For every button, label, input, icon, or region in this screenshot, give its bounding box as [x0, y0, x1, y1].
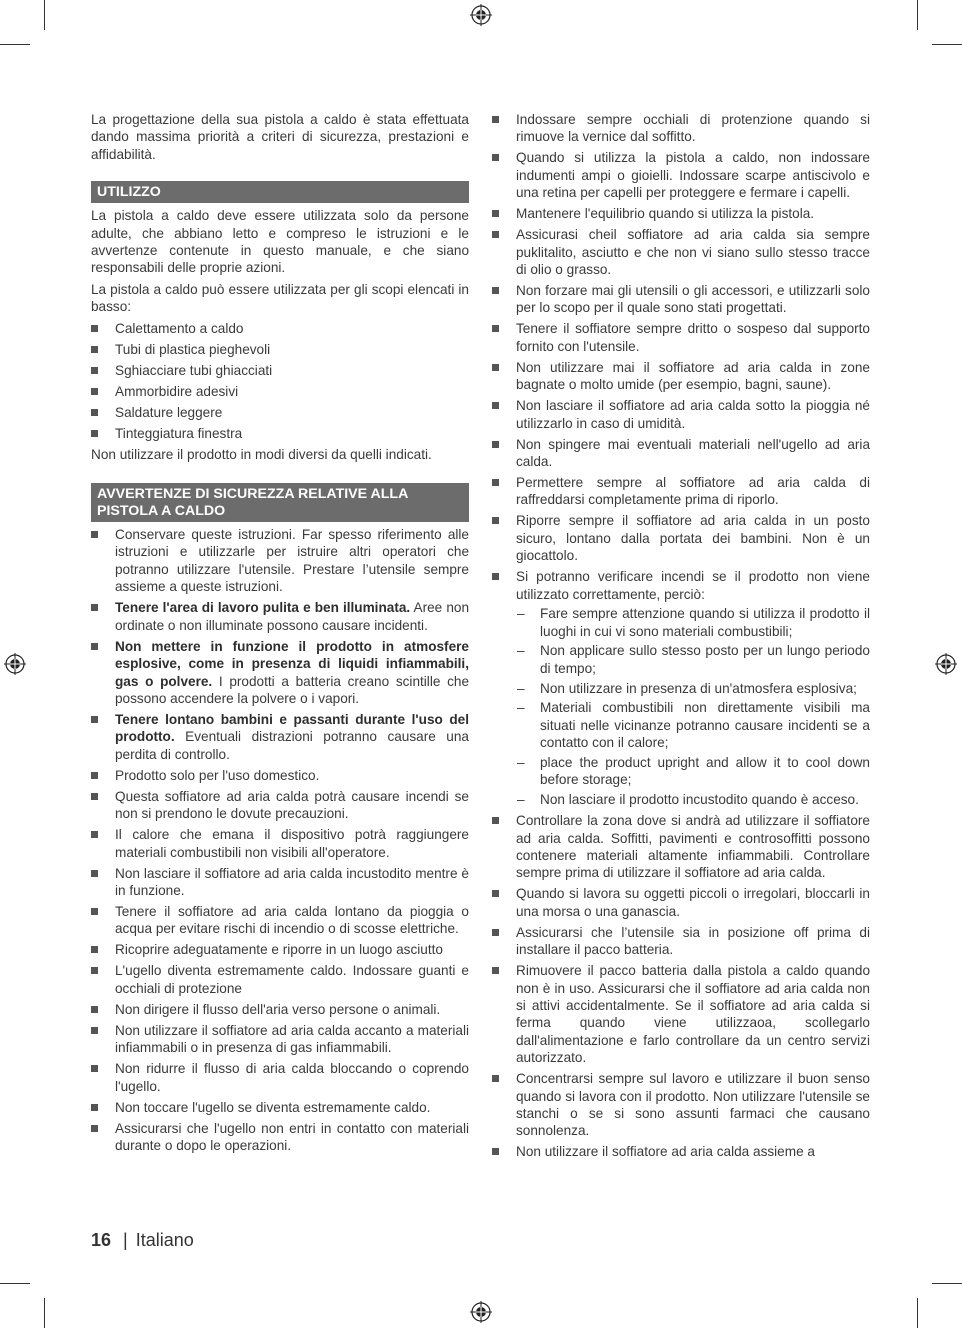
list-item: Il calore che emana il dispositivo potrà raggiungere materiali combustibili non visibili all'operatore. [91, 826, 469, 861]
page-number: 16 [91, 1230, 112, 1250]
crop-mark [44, 0, 45, 30]
bullet-square-icon [492, 517, 499, 524]
registration-mark-icon [4, 653, 26, 675]
sublist-item: – Materiali combustibili non direttamente visibili ma situati nelle vicinanze potranno causare incidenti se a contatto con il calore; [517, 700, 870, 751]
list-item: Non utilizzare mai il soffiatore ad aria calda in zone bagnate o molto umide (per esempio, bagni, saune). [492, 359, 870, 394]
bullet-square-icon [91, 967, 98, 974]
list-item: Concentrarsi sempre sul lavoro e utilizzare il buon senso quando si lavora con il prodotto. Non utilizzare l'utensile se stanchi o se si sono assunti farmaci che causano sonnolenza. [492, 1070, 870, 1140]
bullet-square-icon [91, 388, 98, 395]
sublist-item: – place the product upright and allow it to cool down before storage; [517, 754, 870, 788]
bullet-square-icon [492, 1148, 499, 1155]
list-item: Assicurasi cheil soffiatore ad aria calda sia sempre puklitalito, asciutto e che non vi siano sullo stesso tracce di olio o grasso. [492, 226, 870, 278]
bullet-square-icon [91, 643, 98, 650]
bullet-square-icon [91, 870, 98, 877]
bullet-square-icon [492, 364, 499, 371]
list-item: Assicurarsi che l’utensile sia in posizione off prima di installare il pacco batteria. [492, 924, 870, 959]
list-item: Indossare sempre occhiali di protenzione quando si rimuove la vernice dal soffitto. [492, 111, 870, 146]
bullet-square-icon [492, 890, 499, 897]
crop-mark [0, 1283, 30, 1284]
list-item: Non toccare l'ugello se diventa estremamente caldo. [91, 1099, 469, 1116]
bullet-square-icon [91, 531, 98, 538]
list-item: Permettere sempre al soffiatore ad aria calda di raffreddarsi completamente prima di riporlo. [492, 474, 870, 509]
list-item: Conservare queste istruzioni. Far spesso riferimento alle istruzioni e utilizzarle per istruire altri operatori che potranno utilizzare l'utensile. Prestare l’utensile sempre assieme a queste istruzioni. [91, 526, 469, 596]
list-item: Ricoprire adeguatamente e riporre in un luogo asciutto [91, 941, 469, 958]
bullet-square-icon [91, 1065, 98, 1072]
dash-icon: – [517, 700, 525, 716]
bullet-square-icon [91, 325, 98, 332]
left-column [91, 111, 469, 1158]
crop-mark [917, 0, 918, 30]
bullet-square-icon [91, 430, 98, 437]
list-item: Non spingere mai eventuali materiali nell'ugello ad aria calda. [492, 436, 870, 471]
list-item: Controllare la zona dove si andrà ad utilizzare il soffiatore ad aria calda. Soffitti, pavimenti e controsoffitti possono contenere materiali altamente infiammabili. Controllare sempre prima di utilizzare il soffiatore ad aria calda. [492, 812, 870, 882]
dash-icon: – [517, 643, 525, 659]
bullet-square-icon [91, 793, 98, 800]
bullet-square-icon [91, 1027, 98, 1034]
bullet-square-icon [91, 1006, 98, 1013]
fire-sublist [516, 605, 870, 808]
section-heading-safety: AVVERTENZE DI SICUREZZA RELATIVE ALLA PISTOLA A CALDO [91, 483, 469, 522]
list-item: Sghiacciare tubi ghiacciati [91, 362, 469, 379]
bullet-square-icon [492, 116, 499, 123]
list-item: Quando si lavora su oggetti piccoli o irregolari, bloccarli in una morsa o una ganascia. [492, 885, 870, 920]
list-item: Questa soffiatore ad aria calda potrà causare incendi se non si prendono le dovute precauzioni. [91, 788, 469, 823]
crop-mark [917, 1298, 918, 1328]
list-item: Non mettere in funzione il prodotto in atmosfere esplosive, come in presenza di liquidi infiammabili, gas o polvere. I prodotti a batteria creano scintille che possono accendere la polvere o i vapori. [91, 638, 469, 708]
bullet-square-icon [91, 604, 98, 611]
bullet-square-icon [91, 772, 98, 779]
list-item: Tinteggiatura finestra [91, 425, 469, 442]
bullet-square-icon [91, 367, 98, 374]
bullet-square-icon [492, 573, 499, 580]
crop-mark [0, 44, 30, 45]
bullet-square-icon [91, 1104, 98, 1111]
list-item: Tenere l'area di lavoro pulita e ben illuminata. Aree non ordinate o non illuminate possono causare incidenti. [91, 599, 469, 634]
section-heading-utilizzo: UTILIZZO [91, 181, 469, 203]
bullet-square-icon [91, 946, 98, 953]
sublist-item: – Non lasciare il prodotto incustodito quando è acceso. [517, 792, 859, 808]
sublist-item: – Non applicare sullo stesso posto per un lungo periodo di tempo; [517, 643, 870, 676]
list-item: Non ridurre il flusso di aria calda bloccando o coprendo l'ugello. [91, 1060, 469, 1095]
bullet-square-icon [492, 154, 499, 161]
safety-list-right [492, 111, 870, 1161]
bullet-square-icon [91, 409, 98, 416]
list-item: Tenere lontano bambini e passanti durante l'uso del prodotto. Eventuali distrazioni potranno causare una perdita di controllo. [91, 711, 469, 763]
list-item: Tubi di plastica pieghevoli [91, 341, 469, 358]
list-item: Non forzare mai gli utensili o gli accessori, e utilizzarli solo per lo scopo per il quale sono stati progettati. [492, 282, 870, 317]
uses-list [91, 320, 469, 442]
bullet-square-icon [492, 231, 499, 238]
intro-paragraph: La progettazione della sua pistola a caldo è stata effettuata dando massima priorità a criteri di sicurezza, prestazioni e affidabilità. [91, 112, 469, 162]
list-item: Non utilizzare il soffiatore ad aria calda accanto a materiali infiammabili o in presenza di gas infiammabili. [91, 1022, 469, 1057]
list-item: Riporre sempre il soffiatore ad aria calda in un posto sicuro, lontano dalla portata dei bambini. Non è un giocattolo. [492, 512, 870, 564]
dash-icon: – [517, 754, 525, 770]
list-item: Tenere il soffiatore ad aria calda lontano da pioggia o acqua per evitare rischi di incendio o di scosse elettriche. [91, 903, 469, 938]
list-item: Assicurarsi che l'ugello non entri in contatto con materiali durante o dopo le operazioni. [91, 1120, 469, 1155]
crop-mark [932, 1283, 962, 1284]
safety-list-left [91, 526, 469, 1154]
bullet-square-icon [492, 287, 499, 294]
list-item: Saldature leggere [91, 404, 469, 421]
bullet-square-icon [492, 479, 499, 486]
language-label: Italiano [135, 1230, 194, 1250]
bullet-square-icon [492, 967, 499, 974]
dash-icon: – [517, 606, 525, 622]
footer-separator: | [123, 1230, 128, 1250]
list-item: Non dirigere il flusso dell'aria verso persone o animali. [91, 1001, 469, 1018]
dash-icon: – [517, 680, 525, 696]
bullet-square-icon [492, 1075, 499, 1082]
list-item: Quando si utilizza la pistola a caldo, non indossare indumenti ampi o gioielli. Indossare scarpe antiscivolo e una retina per capelli per proteggere e fermare i capelli. [492, 149, 870, 201]
bullet-square-icon [91, 346, 98, 353]
utilizzo-paragraph: La pistola a caldo deve essere utilizzata solo da persone adulte, che abbiano letto e compreso le istruzioni e le avvertenze contenute in questo manuale, e che siano responsabili delle proprie azioni. [91, 208, 469, 276]
utilizzo-paragraph: Non utilizzare il prodotto in modi diversi da quelli indicati. [91, 446, 432, 462]
bullet-square-icon [492, 210, 499, 217]
bullet-square-icon [492, 325, 499, 332]
list-item: Calettamento a caldo [91, 320, 469, 337]
registration-mark-icon [470, 1301, 492, 1323]
list-item: Prodotto solo per l'uso domestico. [91, 767, 469, 784]
right-column [492, 111, 870, 1164]
registration-mark-icon [935, 653, 957, 675]
sublist-item: – Fare sempre attenzione quando si utilizza il prodotto il luoghi in cui vi sono materiali combustibili; [517, 606, 870, 639]
crop-mark [932, 44, 962, 45]
list-item: Tenere il soffiatore sempre dritto o sospeso dal supporto fornito con l'utensile. [492, 320, 870, 355]
list-item: Non utilizzare il soffiatore ad aria calda assieme a [492, 1143, 870, 1160]
utilizzo-paragraph: La pistola a caldo può essere utilizzata per gli scopi elencati in basso: [91, 281, 469, 315]
registration-mark-icon [470, 4, 492, 26]
bullet-square-icon [91, 831, 98, 838]
page-footer [91, 1229, 194, 1251]
bullet-square-icon [492, 817, 499, 824]
sublist-item: – Non utilizzare in presenza di un'atmosfera esplosiva; [517, 680, 857, 696]
bullet-square-icon [91, 908, 98, 915]
dash-icon: – [517, 792, 525, 808]
crop-mark [44, 1298, 45, 1328]
list-item: Rimuovere il pacco batteria dalla pistola a caldo quando non è in uso. Assicurarsi che il soffiatore ad aria calda non si attivi accidentalmente. Se il soffiatore ad aria calda si ferma quando viene utilizzaoa, scollegarlo dall'alimentazione e farlo controllare da un centro servizi autorizzato. [492, 962, 870, 1066]
bullet-square-icon [91, 716, 98, 723]
list-item: Non lasciare il soffiatore ad aria calda sotto la pioggia né utilizzarlo in caso di umidità. [492, 397, 870, 432]
list-item: Si potranno verificare incendi se il prodotto non viene utilizzato correttamente, perciò: – Fare sempre attenzione quando si utilizza il prodotto il luoghi in cui vi sono materiali combustibili; – Non applicare sullo stesso posto per un lungo periodo di tempo; – Non utilizzare in presenza di un'atmosfera esplosiva; – Materiali combustibili non direttamente visibili ma situati nelle vicinanze potranno causare incidenti se a contatto con il calore; – place the product upright and allow it to cool down before storage; – Non lasciare il prodotto incustodito quando è acceso. [492, 568, 870, 808]
bullet-square-icon [492, 441, 499, 448]
list-item: L'ugello diventa estremamente caldo. Indossare guanti e occhiali di protezione [91, 962, 469, 997]
list-item: Mantenere l'equilibrio quando si utilizza la pistola. [492, 205, 870, 222]
bullet-square-icon [492, 929, 499, 936]
list-item: Ammorbidire adesivi [91, 383, 469, 400]
list-item: Non lasciare il soffiatore ad aria calda incustodito mentre è in funzione. [91, 865, 469, 900]
bullet-square-icon [492, 402, 499, 409]
bullet-square-icon [91, 1125, 98, 1132]
